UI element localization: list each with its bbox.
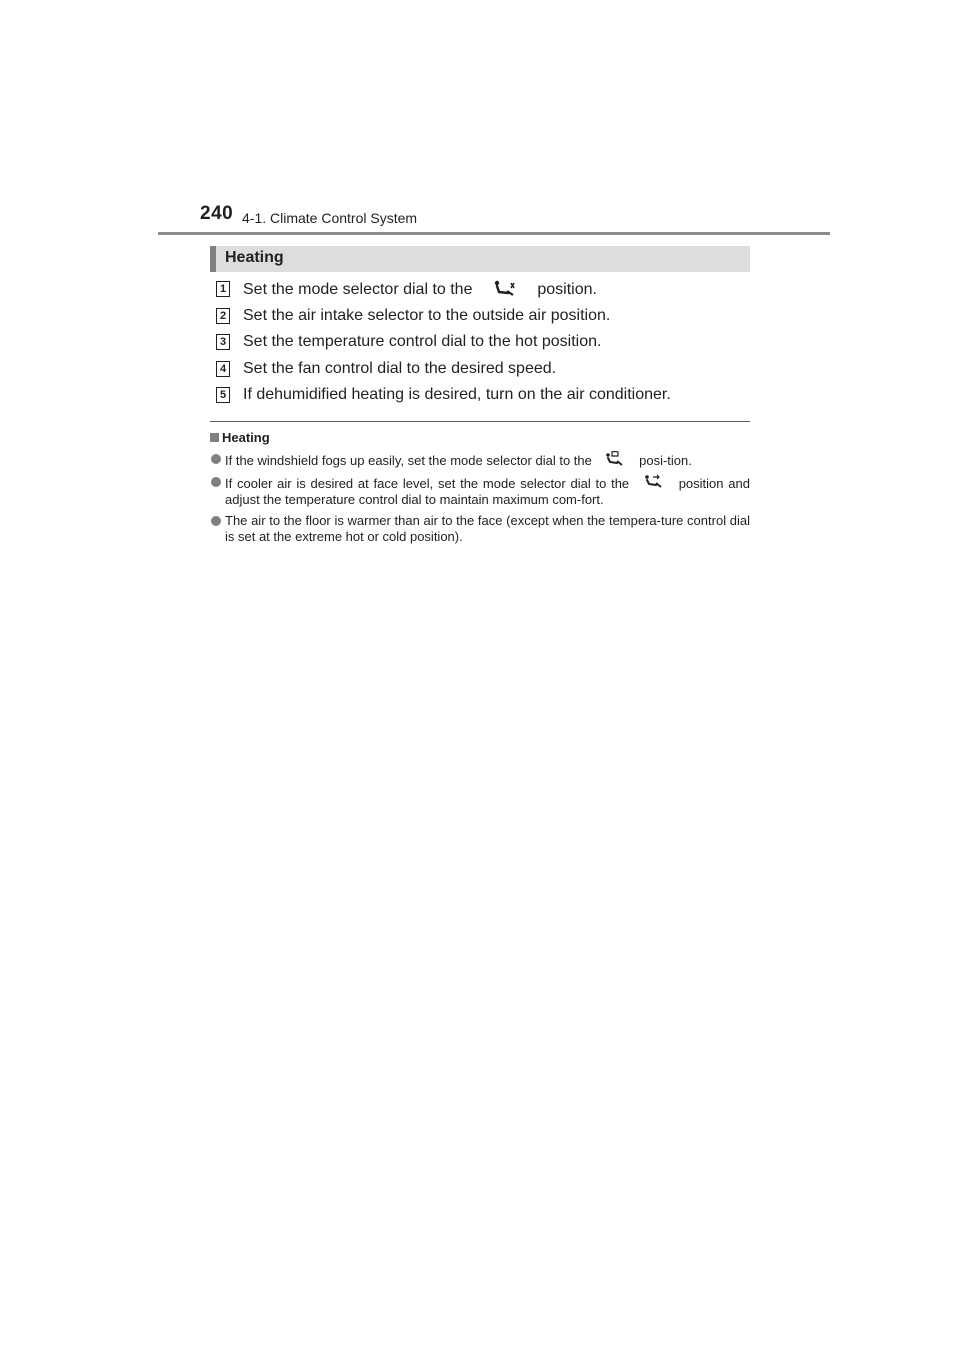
step-number: 2 [216, 308, 230, 324]
step-number: 5 [216, 387, 230, 403]
page-number: 240 [200, 203, 234, 224]
heading-title: Heating [225, 249, 284, 266]
note-bullet: If the windshield fogs up easily, set the mode selector dial to the posi-tion. [210, 451, 750, 469]
circle-bullet-icon [211, 454, 221, 464]
note-block [210, 430, 750, 550]
section-title: 4-1. Climate Control System [242, 210, 418, 226]
circle-bullet-icon [211, 516, 221, 526]
circle-bullet-icon [211, 477, 221, 487]
step-item [216, 360, 756, 387]
step-text: Set the mode selector dial to the position. [243, 281, 597, 298]
heading-bar [210, 246, 750, 272]
step-text: Set the air intake selector to the outside air position. [243, 306, 611, 324]
square-bullet-icon [210, 433, 219, 442]
page-header [200, 203, 830, 235]
section-divider [210, 421, 750, 422]
step-item [216, 333, 756, 360]
steps-list [216, 280, 756, 413]
floor-vent-icon [477, 280, 533, 298]
header-rule [158, 232, 830, 235]
step-number: 4 [216, 361, 230, 377]
step-number: 3 [216, 334, 230, 350]
note-bullet: If cooler air is desired at face level, set the mode selector dial to the position and adjust the temperature control dial to maintain maximum com-fort. [210, 474, 750, 508]
face-floor-icon [634, 474, 674, 488]
note-bullet: The air to the floor is warmer than air to the face (except when the tempera-ture control dial is set at the extreme hot or cold position). [210, 513, 750, 545]
step-text: Set the temperature control dial to the hot position. [243, 333, 602, 350]
step-item [216, 386, 756, 413]
step-item [216, 280, 756, 307]
step-item [216, 307, 756, 334]
floor-windshield-icon [595, 451, 635, 465]
step-number: 1 [216, 281, 230, 297]
step-text: Set the fan control dial to the desired speed. [243, 359, 557, 377]
step-text: If dehumidified heating is desired, turn on the air conditioner. [243, 386, 671, 403]
note-heading: Heating [210, 430, 750, 445]
